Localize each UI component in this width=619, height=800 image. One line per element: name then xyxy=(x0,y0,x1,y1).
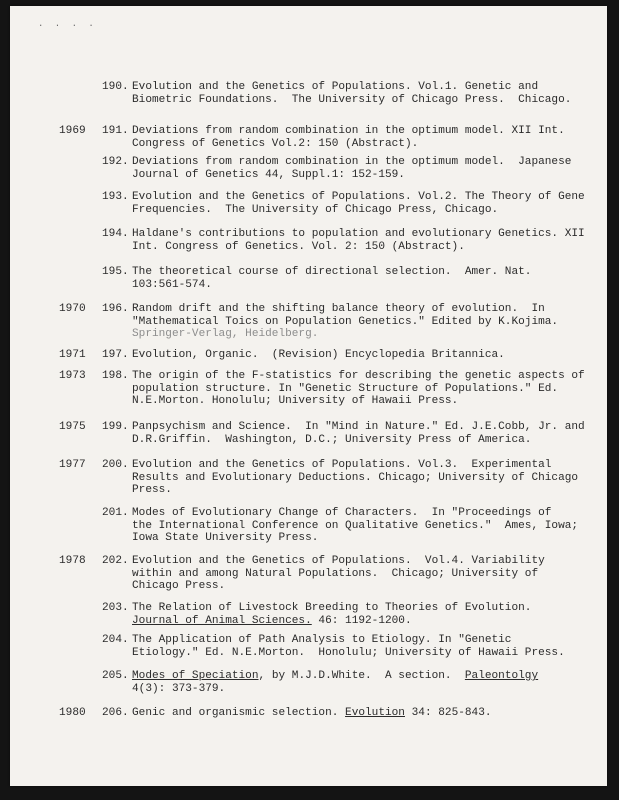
entry-number: 197. xyxy=(102,349,129,361)
entry-number: 199. xyxy=(102,421,129,433)
entry-year: 1975 xyxy=(59,421,86,433)
underlined-title: Evolution xyxy=(345,707,405,719)
entry-number: 198. xyxy=(102,370,129,382)
entry-number: 204. xyxy=(102,634,129,646)
entry-line: "Mathematical Toics on Population Genetics." Edited by K.Kojima. xyxy=(132,315,559,328)
entry-line: Journal of Animal Sciences. 46: 1192-1200. xyxy=(132,614,412,627)
entry-number: 205. xyxy=(102,670,129,682)
entry-text xyxy=(132,555,562,593)
entry-text xyxy=(132,459,579,497)
entry-number: 200. xyxy=(102,459,129,471)
entry-line: 103:561-574. xyxy=(132,278,212,291)
entry-line: Panpsychism and Science. In "Mind in Nature." Ed. J.E.Cobb, Jr. and xyxy=(132,421,585,433)
entry-line: Evolution, Organic. (Revision) Encyclopedia Britannica. xyxy=(132,349,505,361)
entry-line: The origin of the F-statistics for describing the genetic aspects of xyxy=(132,370,585,382)
entry-line: Evolution and the Genetics of Populations. Vol.3. Experimental xyxy=(132,459,552,471)
entry-line: Deviations from random combination in the optimum model. XII Int. xyxy=(132,125,565,137)
entry-text xyxy=(132,507,579,545)
entry-text xyxy=(132,156,572,181)
entry-line: Evolution and the Genetics of Populations. Vol.4. Variability xyxy=(132,555,545,567)
entry-text xyxy=(132,228,585,253)
entry-line: Springer-Verlag, Heidelberg. xyxy=(132,328,319,341)
entry-number: 195. xyxy=(102,266,129,278)
entry-text xyxy=(132,266,562,291)
entry-year: 1980 xyxy=(59,707,86,719)
entry-text xyxy=(132,602,562,627)
entry-number: 192. xyxy=(102,156,129,168)
entry-text xyxy=(132,81,572,106)
entry-number: 196. xyxy=(102,303,129,315)
entry-line: Deviations from random combination in the optimum model. Japanese xyxy=(132,156,572,168)
entry-text xyxy=(132,370,585,408)
entry-line: Iowa State University Press. xyxy=(132,532,319,545)
entry-line: Haldane's contributions to population and evolutionary Genetics. XII xyxy=(132,228,585,240)
entry-text xyxy=(132,421,585,446)
entry-text xyxy=(132,349,562,362)
entry-line: N.E.Morton. Honolulu; University of Hawaii Press. xyxy=(132,395,459,408)
entry-line: Etiology." Ed. N.E.Morton. Honolulu; University of Hawaii Press. xyxy=(132,646,565,659)
entry-year: 1973 xyxy=(59,370,86,382)
entry-line: Random drift and the shifting balance theory of evolution. In xyxy=(132,303,545,315)
underlined-title: Paleontolgy xyxy=(464,670,539,682)
entry-line: within and among Natural Populations. Chicago; University of xyxy=(132,567,539,580)
entry-text xyxy=(132,303,562,341)
entry-year: 1977 xyxy=(59,459,86,471)
entry-number: 191. xyxy=(102,125,129,137)
entry-line: Modes of Evolutionary Change of Characters. In "Proceedings of xyxy=(132,507,552,519)
entry-line: D.R.Griffin. Washington, D.C.; University Press of America. xyxy=(132,433,532,446)
entry-line: Press. xyxy=(132,484,172,497)
entry-number: 190. xyxy=(102,81,129,93)
entry-year: 1969 xyxy=(59,125,86,137)
entry-number: 206. xyxy=(102,707,129,719)
entry-text xyxy=(132,670,562,695)
entry-line: Journal of Genetics 44, Suppl.1: 152-159. xyxy=(132,168,405,181)
entry-line: Genic and organismic selection. Evolution 34: 825-843. xyxy=(132,707,492,719)
entry-line: Chicago Press. xyxy=(132,580,226,593)
entry-line: Results and Evolutionary Deductions. Chicago; University of Chicago xyxy=(132,471,579,484)
entry-line: Int. Congress of Genetics. Vol. 2: 150 (Abstract). xyxy=(132,240,465,253)
entry-line: Congress of Genetics Vol.2: 150 (Abstract). xyxy=(132,137,419,150)
entry-text xyxy=(132,125,565,150)
underlined-title: Modes of Speciation xyxy=(132,670,259,682)
paper-specks: · · · · xyxy=(38,21,97,31)
entry-line: The Application of Path Analysis to Etiology. In "Genetic xyxy=(132,634,512,646)
entry-text xyxy=(132,191,585,216)
entry-year: 1971 xyxy=(59,349,86,361)
entry-number: 202. xyxy=(102,555,129,567)
entry-number: 201. xyxy=(102,507,129,519)
document-page xyxy=(10,6,607,786)
entry-line: Modes of Speciation, by M.J.D.White. A section. Paleontolgy xyxy=(132,670,539,682)
entry-line: Evolution and the Genetics of Populations. Vol.1. Genetic and xyxy=(132,81,539,93)
underlined-title: Journal of Animal Sciences. xyxy=(132,614,312,627)
entry-year: 1978 xyxy=(59,555,86,567)
entry-number: 194. xyxy=(102,228,129,240)
entry-year: 1970 xyxy=(59,303,86,315)
entry-number: 203. xyxy=(102,602,129,614)
entry-line: The Relation of Livestock Breeding to Theories of Evolution. xyxy=(132,602,532,614)
entry-line: Evolution and the Genetics of Populations. Vol.2. The Theory of Gene xyxy=(132,191,585,203)
entry-number: 193. xyxy=(102,191,129,203)
entry-line: population structure. In "Genetic Structure of Populations." Ed. xyxy=(132,382,559,395)
entry-line: The theoretical course of directional selection. Amer. Nat. xyxy=(132,266,532,278)
entry-line: the International Conference on Qualitative Genetics." Ames, Iowa; xyxy=(132,519,579,532)
entry-line: Frequencies. The University of Chicago Press, Chicago. xyxy=(132,203,499,216)
entry-line: 4(3): 373-379. xyxy=(132,682,226,695)
entry-text xyxy=(132,634,565,659)
entry-line: Biometric Foundations. The University of Chicago Press. Chicago. xyxy=(132,93,572,106)
entry-text xyxy=(132,707,562,720)
